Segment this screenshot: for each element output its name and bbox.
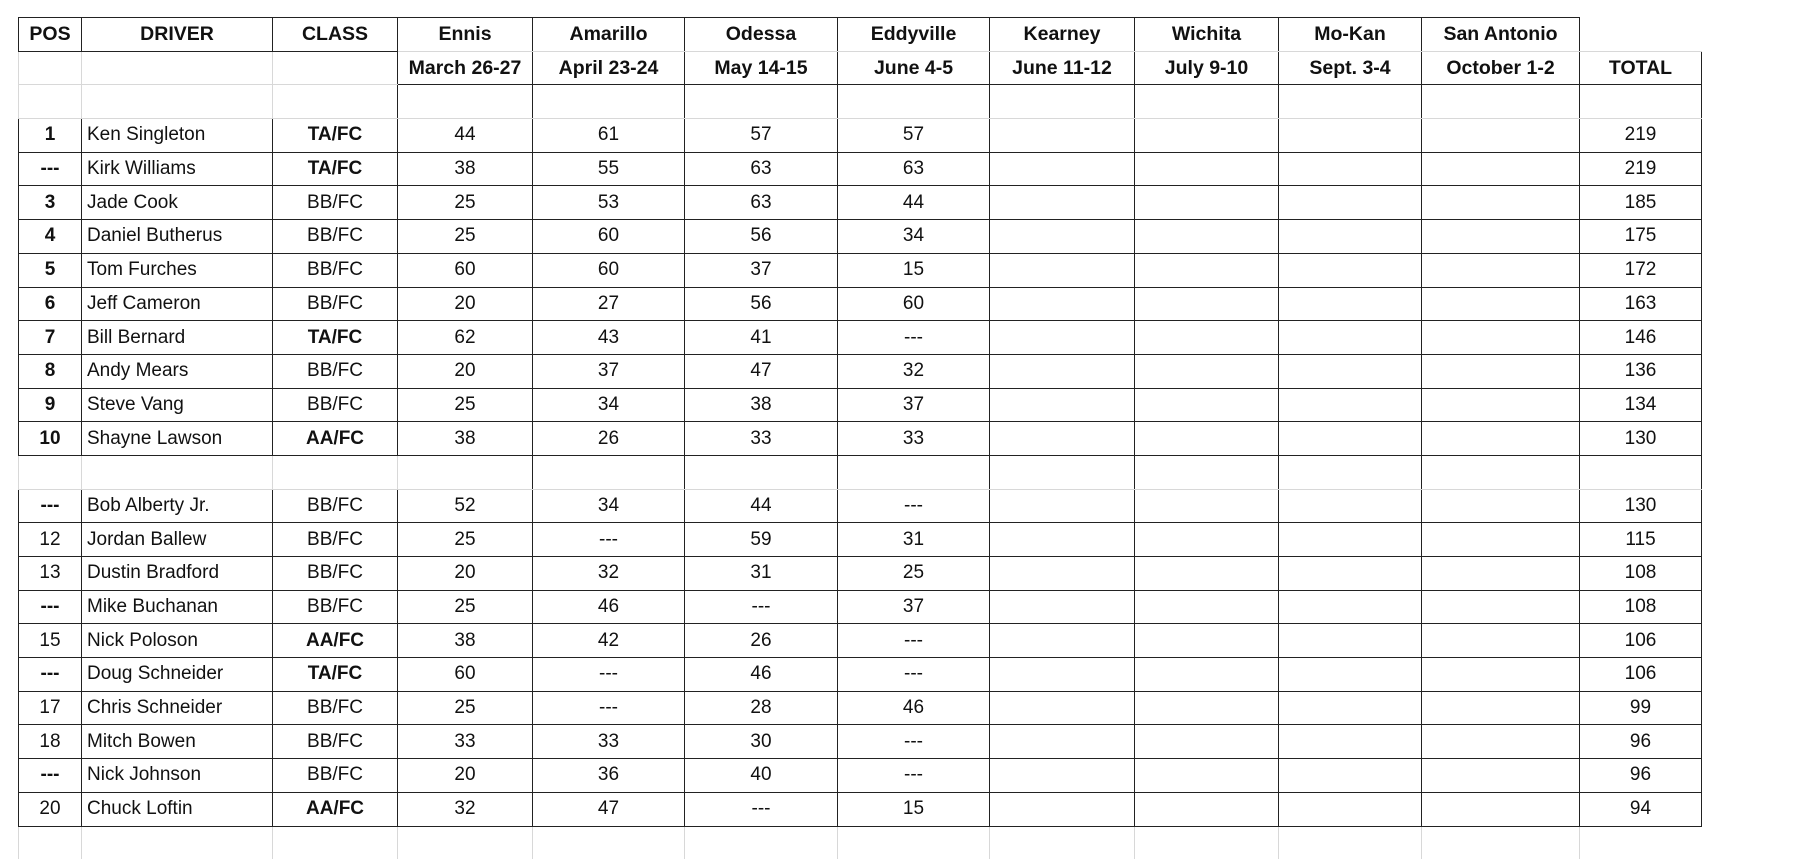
class-cell: BB/FC [273, 759, 398, 793]
event-score-cell: 25 [398, 691, 533, 725]
driver-name-cell: Bill Bernard [82, 321, 273, 355]
event-score-cell [990, 321, 1135, 355]
total-cell: 108 [1580, 590, 1702, 624]
table-row [19, 658, 1702, 692]
position-cell: 18 [19, 725, 82, 759]
event-score-cell: 63 [838, 152, 990, 186]
event-score-cell: 31 [838, 523, 990, 557]
driver-name-cell: Shayne Lawson [82, 422, 273, 456]
event-score-cell [990, 523, 1135, 557]
event-score-cell: 33 [685, 422, 838, 456]
table-row [19, 523, 1702, 557]
event-score-cell [1135, 624, 1279, 658]
table-row [19, 152, 1702, 186]
position-cell: 13 [19, 557, 82, 591]
total-cell: 136 [1580, 354, 1702, 388]
spacer-row [19, 455, 1702, 489]
event-score-cell [1135, 287, 1279, 321]
event-score-cell [1279, 489, 1422, 523]
table-row [19, 119, 1702, 153]
position-cell: 9 [19, 388, 82, 422]
total-cell: 146 [1580, 321, 1702, 355]
table-row [19, 759, 1702, 793]
event-score-cell: 33 [398, 725, 533, 759]
event-score-cell [1135, 354, 1279, 388]
standings-table [18, 17, 1702, 859]
total-cell: 130 [1580, 422, 1702, 456]
event-score-cell: 20 [398, 759, 533, 793]
table-row [19, 220, 1702, 254]
event-date-header: June 4-5 [838, 51, 990, 85]
event-score-cell [1279, 792, 1422, 826]
event-score-cell: 25 [398, 186, 533, 220]
total-cell: 115 [1580, 523, 1702, 557]
event-score-cell [990, 792, 1135, 826]
event-score-cell [1279, 388, 1422, 422]
event-score-cell [1135, 725, 1279, 759]
event-score-cell [1422, 489, 1580, 523]
class-header: CLASS [273, 18, 398, 52]
event-score-cell [990, 422, 1135, 456]
event-score-cell: 53 [533, 186, 685, 220]
class-cell: BB/FC [273, 523, 398, 557]
event-score-cell [1422, 388, 1580, 422]
event-score-cell: 57 [685, 119, 838, 153]
class-cell: TA/FC [273, 321, 398, 355]
event-score-cell [1422, 624, 1580, 658]
event-score-cell [1135, 557, 1279, 591]
event-score-cell [990, 220, 1135, 254]
event-score-cell: 33 [533, 725, 685, 759]
class-cell: BB/FC [273, 287, 398, 321]
event-score-cell [990, 287, 1135, 321]
event-score-cell: 32 [533, 557, 685, 591]
driver-name-cell: Nick Poloson [82, 624, 273, 658]
event-score-cell [1422, 725, 1580, 759]
event-score-cell [1279, 220, 1422, 254]
class-cell: BB/FC [273, 388, 398, 422]
driver-name-cell: Ken Singleton [82, 119, 273, 153]
event-score-cell: 38 [398, 422, 533, 456]
event-date-header: July 9-10 [1135, 51, 1279, 85]
position-cell: 6 [19, 287, 82, 321]
total-cell: 172 [1580, 253, 1702, 287]
class-cell: AA/FC [273, 422, 398, 456]
event-score-cell: --- [838, 725, 990, 759]
event-score-cell [1279, 523, 1422, 557]
event-score-cell [1135, 186, 1279, 220]
table-row [19, 321, 1702, 355]
position-cell: 12 [19, 523, 82, 557]
event-score-cell [990, 725, 1135, 759]
remaining-group [19, 455, 1702, 826]
event-score-cell: 30 [685, 725, 838, 759]
event-score-cell: 52 [398, 489, 533, 523]
event-score-cell: 59 [685, 523, 838, 557]
class-cell: BB/FC [273, 220, 398, 254]
event-score-cell: 15 [838, 253, 990, 287]
event-score-cell [1422, 523, 1580, 557]
event-score-cell [990, 557, 1135, 591]
event-score-cell: 42 [533, 624, 685, 658]
event-score-cell: 46 [685, 658, 838, 692]
event-score-cell [1422, 590, 1580, 624]
driver-name-cell: Jordan Ballew [82, 523, 273, 557]
event-score-cell [1422, 119, 1580, 153]
event-score-cell: 33 [838, 422, 990, 456]
event-score-cell [990, 354, 1135, 388]
position-cell: --- [19, 658, 82, 692]
position-cell: 3 [19, 186, 82, 220]
table-row [19, 691, 1702, 725]
event-score-cell: 32 [838, 354, 990, 388]
event-score-cell: 31 [685, 557, 838, 591]
position-cell: 17 [19, 691, 82, 725]
position-cell: --- [19, 152, 82, 186]
total-cell: 219 [1580, 119, 1702, 153]
event-score-cell [1422, 759, 1580, 793]
event-date-header: Sept. 3-4 [1279, 51, 1422, 85]
driver-name-cell: Andy Mears [82, 354, 273, 388]
event-score-cell: 25 [398, 523, 533, 557]
event-score-cell: 55 [533, 152, 685, 186]
event-score-cell [990, 119, 1135, 153]
event-score-cell: --- [838, 658, 990, 692]
table-row [19, 388, 1702, 422]
table-row [19, 624, 1702, 658]
position-cell: 8 [19, 354, 82, 388]
event-score-cell [1135, 422, 1279, 456]
event-score-cell: 25 [398, 590, 533, 624]
driver-name-cell: Jeff Cameron [82, 287, 273, 321]
table-row [19, 253, 1702, 287]
position-cell: 4 [19, 220, 82, 254]
event-score-cell [1279, 691, 1422, 725]
event-score-cell: 20 [398, 557, 533, 591]
total-cell: 96 [1580, 725, 1702, 759]
event-score-cell: 62 [398, 321, 533, 355]
driver-name-cell: Kirk Williams [82, 152, 273, 186]
event-score-cell: --- [533, 691, 685, 725]
total-cell: 219 [1580, 152, 1702, 186]
event-score-cell [1279, 658, 1422, 692]
total-cell: 108 [1580, 557, 1702, 591]
table-row [19, 422, 1702, 456]
event-city-header: Wichita [1135, 18, 1279, 52]
event-score-cell: 46 [838, 691, 990, 725]
class-cell: AA/FC [273, 624, 398, 658]
driver-name-cell: Doug Schneider [82, 658, 273, 692]
event-score-cell: 47 [685, 354, 838, 388]
event-score-cell: 37 [533, 354, 685, 388]
event-score-cell [1422, 253, 1580, 287]
total-cell: 185 [1580, 186, 1702, 220]
event-score-cell [990, 253, 1135, 287]
event-score-cell [990, 759, 1135, 793]
event-score-cell [1279, 422, 1422, 456]
event-score-cell [1135, 220, 1279, 254]
event-score-cell [990, 489, 1135, 523]
event-score-cell: 37 [838, 388, 990, 422]
event-score-cell: 20 [398, 354, 533, 388]
header-row-cities [19, 18, 1702, 52]
event-score-cell: --- [533, 523, 685, 557]
total-cell: 96 [1580, 759, 1702, 793]
event-city-header: Odessa [685, 18, 838, 52]
event-score-cell [990, 691, 1135, 725]
event-score-cell: 60 [838, 287, 990, 321]
event-city-header: Kearney [990, 18, 1135, 52]
event-score-cell: 25 [398, 388, 533, 422]
driver-name-cell: Mike Buchanan [82, 590, 273, 624]
event-score-cell [1135, 321, 1279, 355]
event-score-cell [1135, 523, 1279, 557]
spacer-row [19, 85, 1702, 119]
event-score-cell: 44 [838, 186, 990, 220]
event-score-cell [1422, 557, 1580, 591]
position-cell: 10 [19, 422, 82, 456]
event-score-cell [1422, 691, 1580, 725]
table-row [19, 354, 1702, 388]
event-score-cell [1279, 557, 1422, 591]
event-score-cell: 25 [398, 220, 533, 254]
event-score-cell [1422, 792, 1580, 826]
event-score-cell: 28 [685, 691, 838, 725]
event-city-header: Amarillo [533, 18, 685, 52]
event-score-cell: 46 [533, 590, 685, 624]
event-score-cell: 47 [533, 792, 685, 826]
event-score-cell [1279, 253, 1422, 287]
event-score-cell [1279, 590, 1422, 624]
event-score-cell: 63 [685, 186, 838, 220]
event-score-cell [1279, 725, 1422, 759]
total-cell: 163 [1580, 287, 1702, 321]
event-score-cell [1422, 321, 1580, 355]
event-score-cell [1279, 759, 1422, 793]
event-score-cell: 27 [533, 287, 685, 321]
position-cell: 5 [19, 253, 82, 287]
event-score-cell [1135, 253, 1279, 287]
event-score-cell: 43 [533, 321, 685, 355]
total-cell: 175 [1580, 220, 1702, 254]
position-cell: 1 [19, 119, 82, 153]
event-score-cell: --- [685, 792, 838, 826]
header-row-dates [19, 51, 1702, 85]
event-score-cell [1135, 152, 1279, 186]
event-score-cell: 37 [685, 253, 838, 287]
event-score-cell [990, 152, 1135, 186]
event-score-cell [1279, 186, 1422, 220]
event-date-header: April 23-24 [533, 51, 685, 85]
event-score-cell: --- [838, 489, 990, 523]
event-score-cell: 34 [533, 489, 685, 523]
event-score-cell: 37 [838, 590, 990, 624]
total-cell: 99 [1580, 691, 1702, 725]
event-score-cell: 60 [398, 253, 533, 287]
table-row [19, 590, 1702, 624]
event-city-header: Mo-Kan [1279, 18, 1422, 52]
event-score-cell [1135, 388, 1279, 422]
event-score-cell [990, 624, 1135, 658]
event-score-cell: 61 [533, 119, 685, 153]
class-cell: TA/FC [273, 119, 398, 153]
event-score-cell [1422, 186, 1580, 220]
event-city-header: Eddyville [838, 18, 990, 52]
table-row [19, 725, 1702, 759]
event-score-cell [1135, 658, 1279, 692]
position-cell: 20 [19, 792, 82, 826]
event-score-cell: --- [838, 321, 990, 355]
event-score-cell [1135, 691, 1279, 725]
event-city-header: San Antonio [1422, 18, 1580, 52]
table-row [19, 287, 1702, 321]
event-score-cell [1135, 792, 1279, 826]
event-score-cell: --- [838, 759, 990, 793]
total-cell: 130 [1580, 489, 1702, 523]
driver-name-cell: Chris Schneider [82, 691, 273, 725]
event-score-cell [1422, 152, 1580, 186]
event-score-cell: 34 [533, 388, 685, 422]
total-cell: 134 [1580, 388, 1702, 422]
event-score-cell: 36 [533, 759, 685, 793]
event-score-cell: 25 [838, 557, 990, 591]
position-cell: 7 [19, 321, 82, 355]
event-score-cell: 32 [398, 792, 533, 826]
event-score-cell: --- [533, 658, 685, 692]
event-score-cell [990, 388, 1135, 422]
event-city-header: Ennis [398, 18, 533, 52]
total-header: TOTAL [1580, 51, 1702, 85]
driver-name-cell: Dustin Bradford [82, 557, 273, 591]
class-cell: TA/FC [273, 658, 398, 692]
event-score-cell [1279, 152, 1422, 186]
driver-name-cell: Chuck Loftin [82, 792, 273, 826]
top-ten-group [19, 85, 1702, 456]
event-score-cell: 40 [685, 759, 838, 793]
class-cell: BB/FC [273, 354, 398, 388]
driver-name-cell: Bob Alberty Jr. [82, 489, 273, 523]
event-score-cell: 15 [838, 792, 990, 826]
position-cell: --- [19, 759, 82, 793]
event-score-cell: 38 [398, 152, 533, 186]
event-score-cell: 38 [685, 388, 838, 422]
event-score-cell [1279, 321, 1422, 355]
class-cell: BB/FC [273, 186, 398, 220]
total-cell: 94 [1580, 792, 1702, 826]
table-row [19, 557, 1702, 591]
driver-name-cell: Tom Furches [82, 253, 273, 287]
event-score-cell [1422, 287, 1580, 321]
event-score-cell [990, 658, 1135, 692]
event-score-cell: --- [685, 590, 838, 624]
event-score-cell [1135, 489, 1279, 523]
class-cell: BB/FC [273, 590, 398, 624]
event-score-cell: 26 [533, 422, 685, 456]
class-cell: BB/FC [273, 253, 398, 287]
class-cell: TA/FC [273, 152, 398, 186]
table-row [19, 186, 1702, 220]
event-score-cell: 57 [838, 119, 990, 153]
driver-name-cell: Jade Cook [82, 186, 273, 220]
driver-name-cell: Nick Johnson [82, 759, 273, 793]
total-cell: 106 [1580, 658, 1702, 692]
pos-header: POS [19, 18, 82, 52]
event-score-cell: 63 [685, 152, 838, 186]
event-score-cell [990, 590, 1135, 624]
event-score-cell: 44 [685, 489, 838, 523]
event-score-cell: 56 [685, 287, 838, 321]
driver-name-cell: Mitch Bowen [82, 725, 273, 759]
event-score-cell [1279, 287, 1422, 321]
class-cell: BB/FC [273, 489, 398, 523]
spacer-row [19, 826, 1702, 859]
event-score-cell [1422, 658, 1580, 692]
class-cell: AA/FC [273, 792, 398, 826]
event-score-cell: 34 [838, 220, 990, 254]
event-score-cell: 56 [685, 220, 838, 254]
event-score-cell: 60 [398, 658, 533, 692]
total-header-spacer [1580, 18, 1702, 52]
event-score-cell: 41 [685, 321, 838, 355]
bottom-spacer-group [19, 826, 1702, 859]
event-score-cell: --- [838, 624, 990, 658]
driver-name-cell: Steve Vang [82, 388, 273, 422]
event-score-cell [1279, 624, 1422, 658]
event-date-header: May 14-15 [685, 51, 838, 85]
event-score-cell [1422, 220, 1580, 254]
event-date-header: June 11-12 [990, 51, 1135, 85]
class-cell: BB/FC [273, 557, 398, 591]
class-cell: BB/FC [273, 691, 398, 725]
event-score-cell [1135, 590, 1279, 624]
event-score-cell: 60 [533, 220, 685, 254]
table-row [19, 489, 1702, 523]
class-cell: BB/FC [273, 725, 398, 759]
event-score-cell [1422, 354, 1580, 388]
event-score-cell [1279, 354, 1422, 388]
total-cell: 106 [1580, 624, 1702, 658]
event-score-cell [1135, 759, 1279, 793]
event-score-cell: 20 [398, 287, 533, 321]
position-cell: --- [19, 489, 82, 523]
table-row [19, 792, 1702, 826]
event-score-cell: 60 [533, 253, 685, 287]
event-score-cell: 44 [398, 119, 533, 153]
driver-name-cell: Daniel Butherus [82, 220, 273, 254]
event-score-cell [1422, 422, 1580, 456]
driver-header: DRIVER [82, 18, 273, 52]
event-score-cell [990, 186, 1135, 220]
position-cell: 15 [19, 624, 82, 658]
event-score-cell [1279, 119, 1422, 153]
event-score-cell [1135, 119, 1279, 153]
event-date-header: October 1-2 [1422, 51, 1580, 85]
event-score-cell: 38 [398, 624, 533, 658]
event-score-cell: 26 [685, 624, 838, 658]
position-cell: --- [19, 590, 82, 624]
event-date-header: March 26-27 [398, 51, 533, 85]
